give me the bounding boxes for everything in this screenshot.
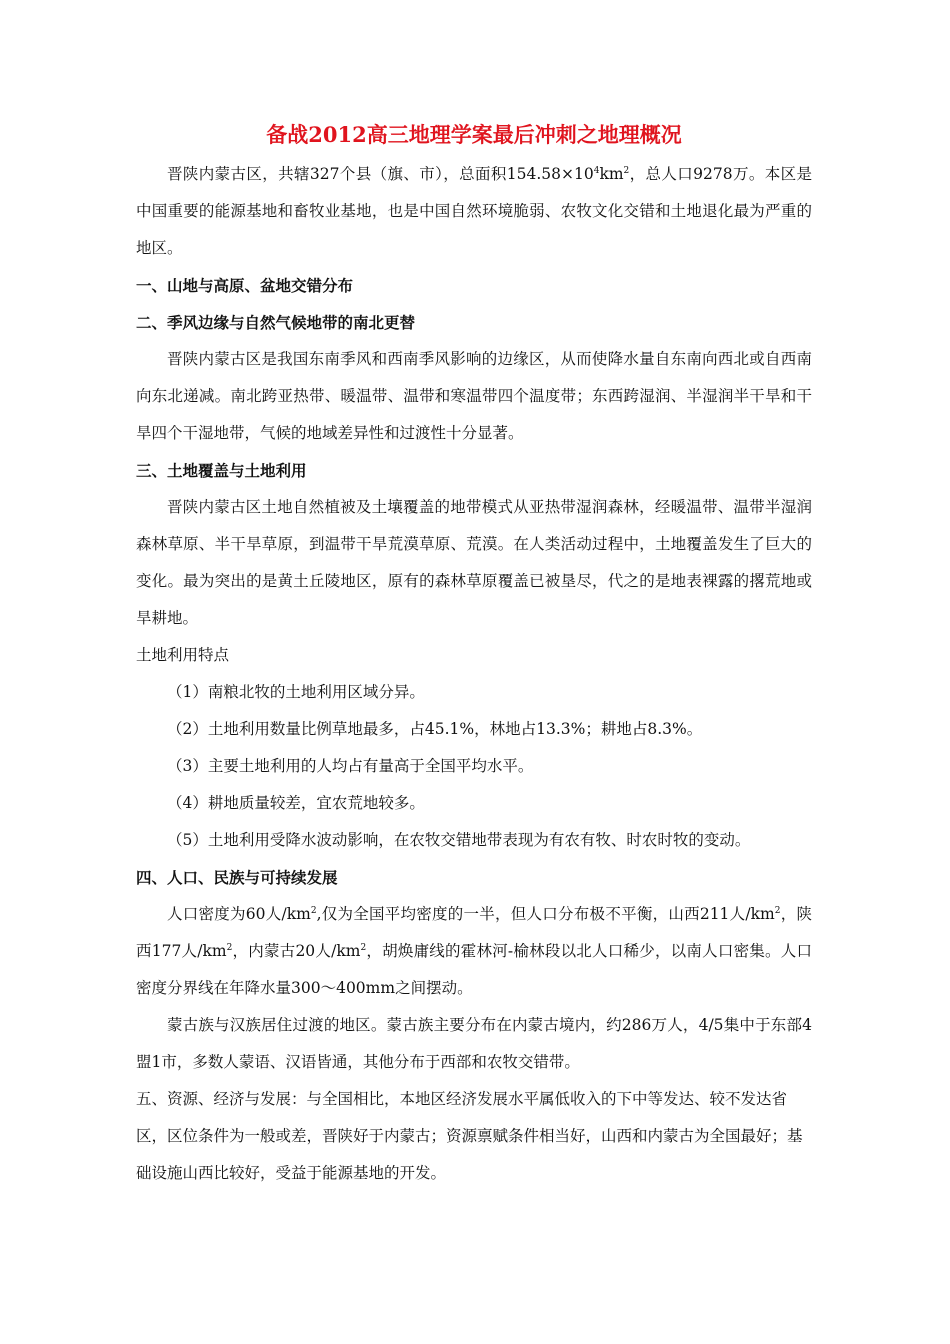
- population-sup-2: 2: [774, 905, 781, 916]
- section1-heading: 一、山地与高原、盆地交错分布: [136, 276, 354, 295]
- intro-text-c: ，总人口9278万。本区是中国重要的能源基地和畜牧业基地，也是中国自然环境脆弱、农牧文化交错和土地退化最为严重的地区。: [136, 165, 812, 257]
- intro-sup-b: 2: [623, 165, 630, 176]
- intro-sup-a: 4: [593, 165, 600, 176]
- intro-paragraph: [136, 156, 812, 267]
- population-sup-4: 2: [360, 942, 367, 953]
- section3-heading: 三、土地覆盖与土地利用: [136, 461, 307, 480]
- section5-paragraph: 五、资源、经济与发展：与全国相比，本地区经济发展水平属低收入的下中等发达、较不发达省区，区位条件为一般或差，晋陕好于内蒙古；资源禀赋条件相当好，山西和内蒙古为全国最好；基础设施山西比较好，受益于能源基地的开发。: [136, 1090, 803, 1182]
- land-use-item: （4）耕地质量较差，宜农荒地较多。: [167, 794, 425, 812]
- population-sup-1: 2: [310, 905, 317, 916]
- land-use-item: （2）土地利用数量比例草地最多，占45.1%，林地占13.3%；耕地占8.3%。: [167, 720, 703, 738]
- section4-heading: 四、人口、民族与可持续发展: [136, 868, 338, 887]
- ethnicity-paragraph: 蒙古族与汉族居住过渡的地区。蒙古族主要分布在内蒙古境内，约286万人，4/5集中于东部4盟1市，多数人蒙语、汉语皆通，其他分布于西部和农牧交错带。: [136, 1016, 812, 1071]
- land-use-item: （1）南粮北牧的土地利用区域分异。: [167, 683, 425, 701]
- population-paragraph: [136, 896, 812, 1007]
- section3-paragraph: 晋陕内蒙古区土地自然植被及土壤覆盖的地带模式从亚热带湿润森林，经暖温带、温带半湿润森林草原、半干旱草原，到温带干旱荒漠草原、荒漠。在人类活动过程中，土地覆盖发生了巨大的变化。最为突出的是黄土丘陵地区，原有的森林草原覆盖已被垦尽，代之的是地表裸露的撂荒地或旱耕地。: [136, 498, 812, 627]
- land-use-subheading: 土地利用特点: [136, 646, 230, 664]
- land-use-item: （5）土地利用受降水波动影响，在农牧交错地带表现为有农有牧、时农时牧的变动。: [167, 831, 751, 849]
- population-text-5: ，胡焕庸线的霍林河-榆林段以北人口稀少，以南人口密集。人口密度分界线在年降水量300～400mm之间摆动。: [136, 942, 812, 997]
- document-page: [136, 118, 812, 1192]
- section2-paragraph: 晋陕内蒙古区是我国东南季风和西南季风影响的边缘区，从而使降水量自东南向西北或自西南向东北递减。南北跨亚热带、暖温带、温带和寒温带四个温度带；东西跨湿润、半湿润半干旱和干旱四个干湿地带，气候的地域差异性和过渡性十分显著。: [136, 350, 812, 442]
- intro-text-b: km: [599, 165, 624, 183]
- population-text-1: 人口密度为60人/km: [167, 905, 311, 923]
- document-title: 备战2012高三地理学案最后冲刺之地理概况: [266, 122, 682, 147]
- population-text-2: ,仅为全国平均密度的一半，但人口分布极不平衡，山西211人/km: [316, 905, 775, 923]
- section2-heading: 二、季风边缘与自然气候地带的南北更替: [136, 313, 416, 332]
- intro-text-a: 晋陕内蒙古区，共辖327个县（旗、市），总面积154.58×10: [167, 165, 594, 183]
- population-sup-3: 2: [226, 942, 233, 953]
- population-text-3: ，陕西177人/km: [136, 905, 812, 960]
- population-text-4: ，内蒙古20人/km: [232, 942, 361, 960]
- land-use-item: （3）主要土地利用的人均占有量高于全国平均水平。: [167, 757, 534, 775]
